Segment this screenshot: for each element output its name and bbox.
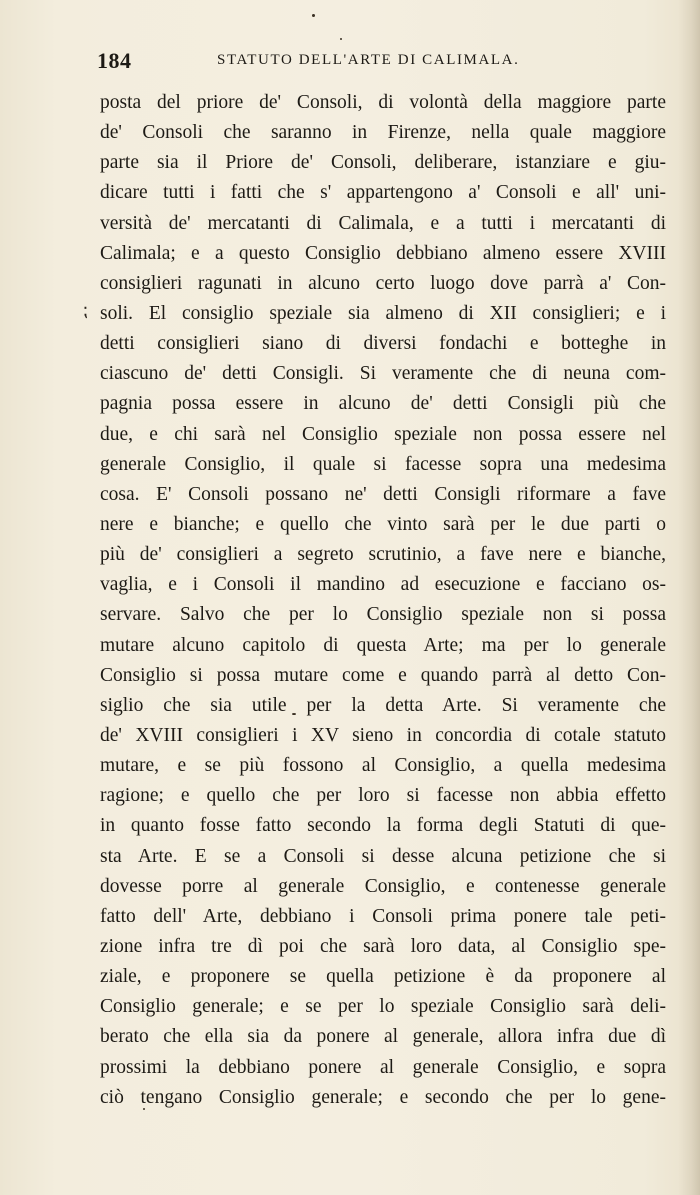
text-line: siglio che sia utile per la detta Arte. Si veramente che — [100, 694, 666, 716]
text-line: ragione; e quello che per loro si facesse non abbia effetto — [100, 785, 666, 807]
text-line: nere e bianche; e quello che vinto sarà per le due parti o — [100, 513, 666, 535]
running-head — [97, 48, 555, 72]
text-line: detti consiglieri siano di diversi fondachi e botteghe in — [100, 333, 666, 355]
text-line: de' Consoli che saranno in Firenze, nella quale maggiore — [100, 122, 666, 144]
text-line: Consiglio generale; e se per lo speziale Consiglio sarà deli- — [100, 996, 666, 1018]
text-line: versità de' mercatanti di Calimala, e a tutti i mercatanti di — [100, 212, 666, 234]
body-text — [100, 88, 666, 1113]
text-line: ziale, e proponere se quella petizione è da proponere al — [100, 966, 666, 988]
text-line: ciascuno de' detti Consigli. Si veramente che di neuna com- — [100, 363, 666, 385]
text-line: Calimala; e a questo Consiglio debbiano almeno essere XVIII — [100, 242, 666, 264]
text-line: prossimi la debbiano ponere al generale Consiglio, e sopra — [100, 1056, 666, 1078]
text-line: consiglieri ragunati in alcuno certo luogo dove parrà a' Con- — [100, 272, 666, 294]
text-line: de' XVIII consiglieri i XV sieno in concordia di cotale statuto — [100, 724, 666, 746]
margin-mark: ⁏ — [82, 300, 89, 320]
page-number: 184 — [97, 48, 132, 73]
text-line: dicare tutti i fatti che s' appartengono a' Consoli e all' uni- — [100, 182, 666, 204]
text-line: soli. El consiglio speziale sia almeno di XII consiglieri; e i — [100, 302, 666, 324]
text-line: in quanto fosse fatto secondo la forma degli Statuti di que- — [100, 815, 666, 837]
text-line: sta Arte. E se a Consoli si desse alcuna petizione che si — [100, 845, 666, 867]
text-line: berato che ella sia da ponere al generale, allora infra due dì — [100, 1026, 666, 1048]
text-line: zione infra tre dì poi che sarà loro data, al Consiglio spe- — [100, 935, 666, 957]
ink-speck — [340, 38, 342, 40]
text-line: pagnia possa essere in alcuno de' detti Consigli più che — [100, 393, 666, 415]
ink-speck — [312, 14, 315, 17]
text-line: due, e chi sarà nel Consiglio speziale non possa essere nel — [100, 423, 666, 445]
text-line: parte sia il Priore de' Consoli, deliberare, istanziare e giu- — [100, 152, 666, 174]
page-edge-shadow — [678, 0, 700, 1195]
running-title: STATUTO DELL'ARTE DI CALIMALA. — [217, 52, 520, 68]
text-line: vaglia, e i Consoli il mandino ad esecuzione e facciano os- — [100, 574, 666, 596]
text-line: ciò tengano Consiglio generale; e secondo che per lo gene- — [100, 1086, 666, 1108]
text-line: più de' consiglieri a segreto scrutinio, a fave nere e bianche, — [100, 544, 666, 566]
text-line: servare. Salvo che per lo Consiglio speziale non si possa — [100, 604, 666, 626]
text-line: fatto dell' Arte, debbiano i Consoli prima ponere tale peti- — [100, 905, 666, 927]
text-line: posta del priore de' Consoli, di volontà della maggiore parte — [100, 92, 666, 113]
text-line: cosa. E' Consoli possano ne' detti Consigli riformare a fave — [100, 483, 666, 505]
text-line: Consiglio si possa mutare come e quando parrà al detto Con- — [100, 664, 666, 686]
text-line: dovesse porre al generale Consiglio, e contenesse generale — [100, 875, 666, 897]
text-line: mutare alcuno capitolo di questa Arte; ma per lo generale — [100, 634, 666, 656]
text-line: mutare, e se più fossono al Consiglio, a quella medesima — [100, 755, 666, 777]
text-line: generale Consiglio, il quale si facesse sopra una medesima — [100, 453, 666, 475]
